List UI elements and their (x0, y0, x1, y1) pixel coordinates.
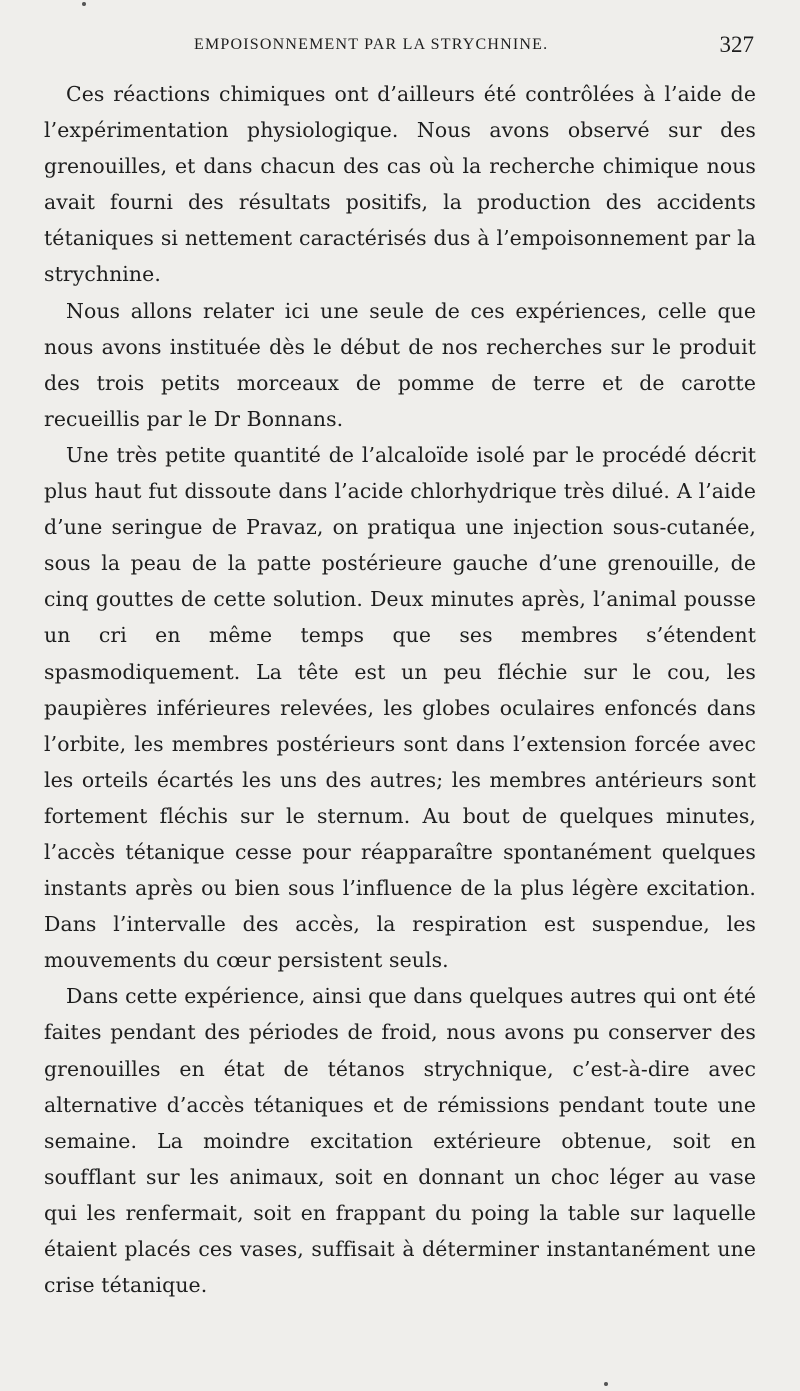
paragraph-1: Ces réactions chimiques ont d’ailleurs été contrôlées à l’aide de l’expérimentation physiologique. Nous avons observé sur des grenouilles, et dans chacun des cas où la recherche chimique nous avait fourni des résultats positifs, la production des accidents tétaniques si nettement caractérisés dus à l’empoisonnement par la strychnine. (44, 82, 756, 287)
body-text (44, 76, 756, 1303)
print-dot-top (82, 2, 86, 6)
page-header (44, 34, 756, 62)
page-number: 327 (719, 32, 754, 57)
running-head: EMPOISONNEMENT PAR LA STRYCHNINE. (194, 36, 549, 53)
paragraph-4: Dans cette expérience, ainsi que dans quelques autres qui ont été faites pendant des périodes de froid, nous avons pu conserver des grenouilles en état de tétanos strychnique, c’est-à-dire avec alternative d’accès tétaniques et de rémissions pendant toute une semaine. La moindre excitation extérieure obtenue, soit en soufflant sur les animaux, soit en donnant un choc léger au vase qui les renfermait, soit en frappant du poing la table sur laquelle étaient placés ces vases, suffisait à déterminer instantanément une crise tétanique. (44, 984, 756, 1298)
print-dot-bottom (604, 1382, 608, 1386)
paragraph-3: Une très petite quantité de l’alcaloïde isolé par le procédé décrit plus haut fut dissoute dans l’acide chlorhydrique très dilué. A l’aide d’une seringue de Pravaz, on pratiqua une injection sous-cutanée, sous la peau de la patte postérieure gauche d’une grenouille, de cinq gouttes de cette solution. Deux minutes après, l’animal pousse un cri en même temps que ses membres s’étendent spasmodiquement. La tête est un peu fléchie sur le cou, les paupières inférieures relevées, les globes oculaires enfoncés dans l’orbite, les membres postérieurs sont dans l’extension forcée avec les orteils écartés les uns des autres; les membres antérieurs sont fortement fléchis sur le sternum. Au bout de quelques minutes, l’accès tétanique cesse pour réapparaître spontanément quelques instants après ou bien sous l’influence de la plus légère excitation. Dans l’intervalle des accès, la respiration est suspendue, les mouvements du cœur persistent seuls. (44, 442, 756, 973)
paragraph-2: Nous allons relater ici une seule de ces expériences, celle que nous avons instituée dès le début de nos recherches sur le produit des trois petits morceaux de pomme de terre et de carotte recueillis par le Dr Bonnans. (44, 298, 756, 431)
